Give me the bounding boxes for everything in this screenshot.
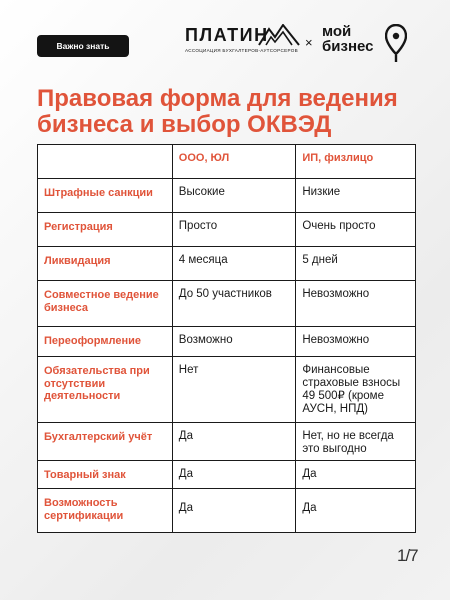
- logo-separator: ×: [305, 35, 313, 50]
- table-row: [38, 179, 416, 213]
- location-pin-icon: [385, 24, 407, 64]
- table-header-empty: [38, 145, 173, 179]
- cell-ooo: Просто: [172, 213, 296, 247]
- cell-ooo: Да: [172, 461, 296, 489]
- row-label: Штрафные санкции: [38, 179, 173, 213]
- row-label: Совместное ведение бизнеса: [38, 281, 173, 327]
- cell-ip: Нет, но не всегда это выгодно: [296, 423, 416, 461]
- platin-logo-name: ПЛАТИН: [185, 25, 269, 45]
- mountain-icon: [258, 24, 300, 46]
- cell-ip: Низкие: [296, 179, 416, 213]
- table-row: [38, 327, 416, 357]
- row-label: Бухгалтерский учёт: [38, 423, 173, 461]
- table-header-ooo: ООО, ЮЛ: [172, 145, 296, 179]
- moy-biznes-wordmark: [322, 24, 374, 54]
- moy-biznes-line2: бизнес: [322, 38, 374, 55]
- cell-ip: Да: [296, 489, 416, 533]
- platin-logo: [185, 22, 300, 58]
- cell-ooo: Высокие: [172, 179, 296, 213]
- cell-ip: Невозможно: [296, 281, 416, 327]
- important-badge: Важно знать: [37, 35, 129, 57]
- cell-ip: Финансовые страховые взносы 49 500₽ (кроме АУСН, НПД): [296, 357, 416, 423]
- row-label: Регистрация: [38, 213, 173, 247]
- cell-ip: Да: [296, 461, 416, 489]
- cell-ip: Очень просто: [296, 213, 416, 247]
- table-row: [38, 423, 416, 461]
- table-row: [38, 247, 416, 281]
- table-header-ip: ИП, физлицо: [296, 145, 416, 179]
- cell-ip: Невозможно: [296, 327, 416, 357]
- cell-ooo: Да: [172, 423, 296, 461]
- table-row: [38, 489, 416, 533]
- cell-ooo: 4 месяца: [172, 247, 296, 281]
- row-label: Ликвидация: [38, 247, 173, 281]
- row-label: Переоформление: [38, 327, 173, 357]
- table-header-row: [38, 145, 416, 179]
- cell-ooo: Возможно: [172, 327, 296, 357]
- table-row: [38, 357, 416, 423]
- comparison-table: [37, 144, 416, 533]
- row-label: Возможность сертификации: [38, 489, 173, 533]
- table-row: [38, 461, 416, 489]
- platin-logo-subtitle: АССОЦИАЦИЯ БУХГАЛТЕРОВ-АУТСОРСЕРОВ: [185, 48, 298, 53]
- cell-ooo: До 50 участников: [172, 281, 296, 327]
- moy-biznes-logo: [322, 24, 412, 64]
- table-row: [38, 281, 416, 327]
- cell-ooo: Да: [172, 489, 296, 533]
- row-label: Товарный знак: [38, 461, 173, 489]
- page-indicator: 1/7: [397, 546, 418, 565]
- page-title: Правовая форма для ведения бизнеса и выбор ОКВЭД: [37, 85, 398, 138]
- moy-biznes-line1: мой: [322, 23, 352, 40]
- table-row: [38, 213, 416, 247]
- cell-ooo: Нет: [172, 357, 296, 423]
- cell-ip: 5 дней: [296, 247, 416, 281]
- row-label: Обязательства при отсутствии деятельности: [38, 357, 173, 423]
